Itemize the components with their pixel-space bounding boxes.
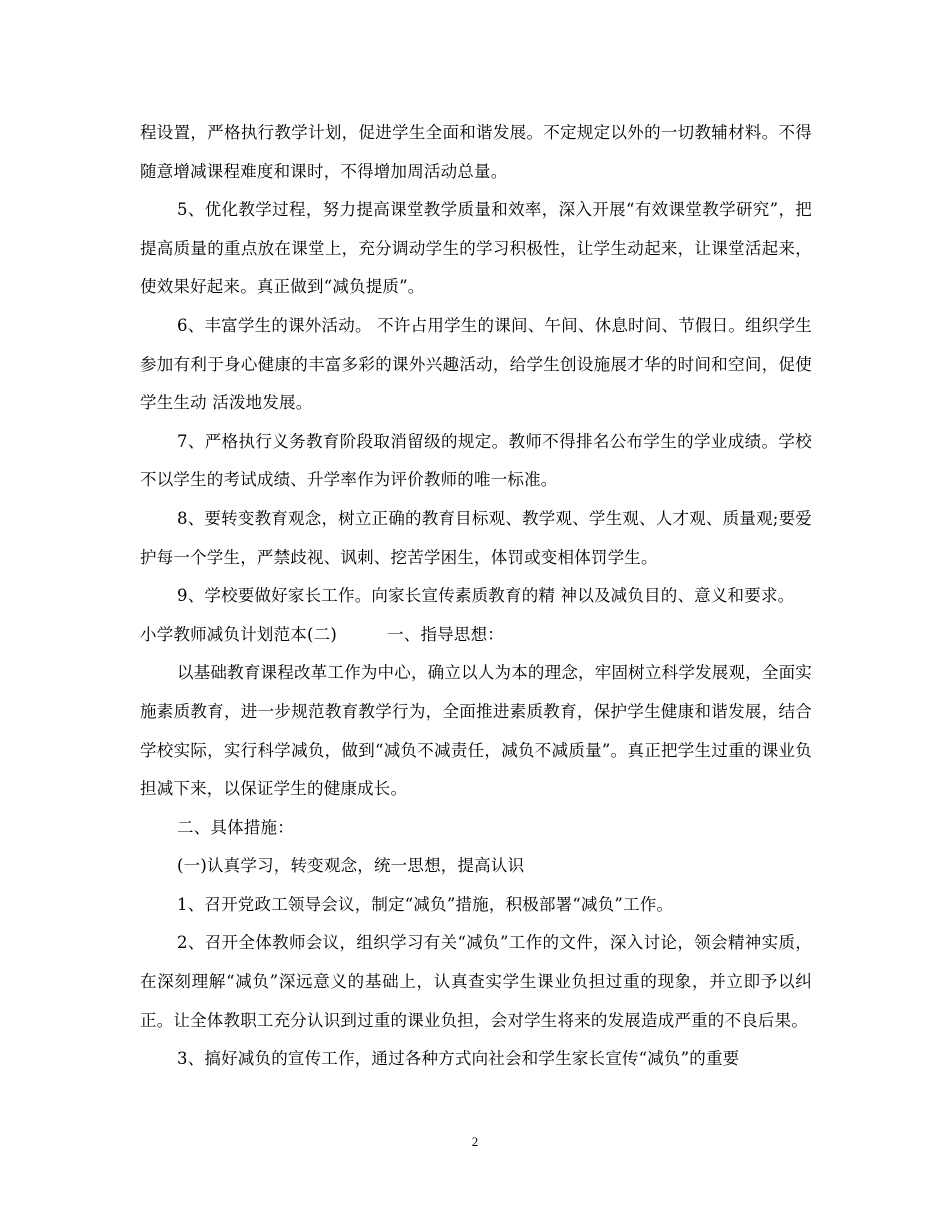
page-number: 2 bbox=[471, 1134, 479, 1149]
paragraph: (一)认真学习，转变观念，统一思想，提高认识 bbox=[177, 856, 525, 876]
document-body bbox=[140, 114, 812, 1079]
paragraph: 程设置，严格执行教学计划，促进学生全面和谐发展。不定规定以外的一切教辅材料。不得随意增减课程难度和课时，不得增加周活动总量。 bbox=[140, 123, 812, 181]
paragraph: 以基础教育课程改革工作为中心，确立以人为本的理念，牢固树立科学发展观，全面实施素质教育，进一步规范教育教学行为，全面推进素质教育，保护学生健康和谐发展，结合学校实际，实行科学减负，做到“减负不减责任，减负不减质量”。真正把学生过重的课业负担减下来，以保证学生的健康成长。 bbox=[140, 663, 812, 799]
paragraph: 1、召开党政工领导会议，制定“减负”措施，积极部署“减负”工作。 bbox=[177, 894, 674, 914]
paragraph: 二、具体措施： bbox=[177, 817, 294, 837]
paragraph: 2、召开全体教师会议，组织学习有关“减负”工作的文件，深入讨论，领会精神实质，在深刻理解“减负”深远意义的基础上，认真查实学生课业负担过重的现象，并立即予以纠正。让全体教职工充分认识到过重的课业负担，会对学生将来的发展造成严重的不良后果。 bbox=[140, 933, 812, 1030]
paragraph: 9、学校要做好家长工作。向家长宣传素质教育的精 神以及减负目的、意义和要求。 bbox=[177, 586, 795, 606]
paragraph: 5、优化教学过程，努力提高课堂教学质量和效率，深入开展“有效课堂教学研究”，把提高质量的重点放在课堂上，充分调动学生的学习积极性，让学生动起来，让课堂活起来，使效果好起来。真正做到“减负提质”。 bbox=[140, 200, 812, 297]
paragraph: 7、严格执行义务教育阶段取消留级的规定。教师不得排名公布学生的学业成绩。学校不以学生的考试成绩、升学率作为评价教师的唯一标准。 bbox=[140, 431, 812, 490]
section-heading: 小学教师减负计划范本(二) 一、指导思想： bbox=[140, 624, 504, 644]
paragraph: 3、搞好减负的宣传工作，通过各种方式向社会和学生家长宣传“减负”的重要 bbox=[177, 1049, 740, 1069]
paragraph: 8、要转变教育观念，树立正确的教育目标观、教学观、学生观、人才观、质量观;要爱护每一个学生，严禁歧视、讽刺、挖苦学困生，体罚或变相体罚学生。 bbox=[140, 508, 812, 567]
paragraph: 6、丰富学生的课外活动。 不许占用学生的课间、午间、休息时间、节假日。组织学生参加有利于身心健康的丰富多彩的课外兴趣活动，给学生创设施展才华的时间和空间，促使学生生动 活泼地发展。 bbox=[140, 315, 812, 413]
